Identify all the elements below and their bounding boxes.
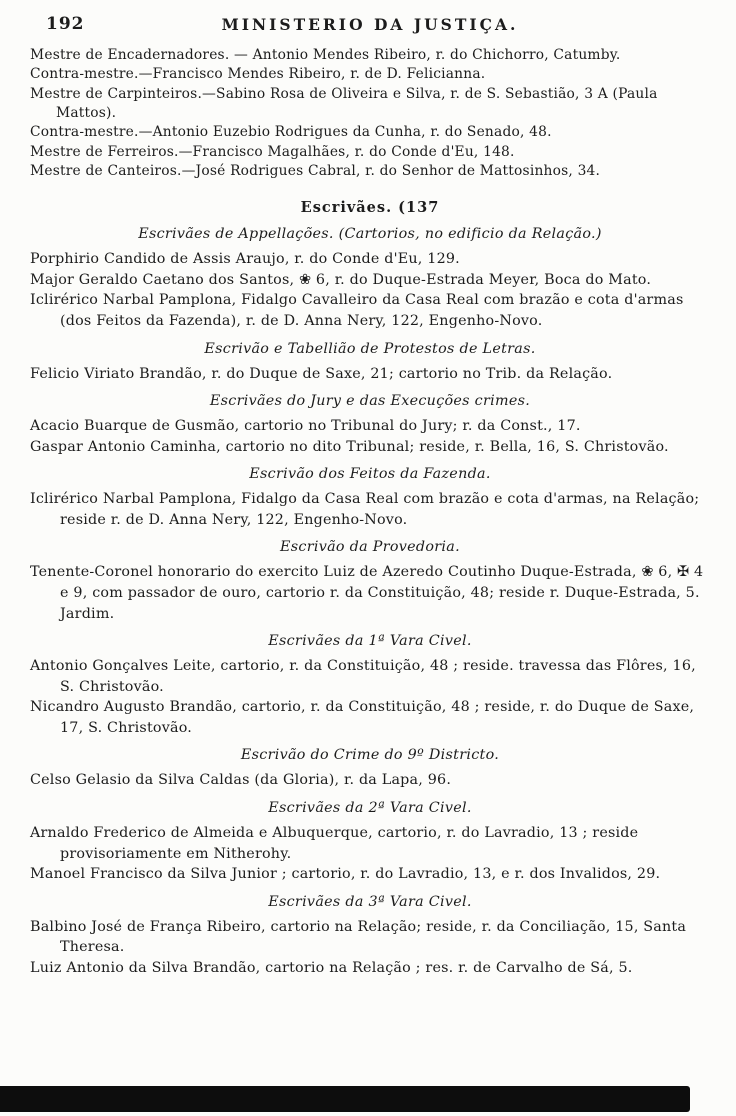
directory-entry: Mestre de Encadernadores. — Antonio Mendes Ribeiro, r. do Chichorro, Catumby. (30, 47, 621, 63)
section-escrivaes-appellacoes (30, 226, 710, 331)
section-jury-execucoes (30, 393, 710, 457)
section-tabelliao-protestos (30, 341, 710, 385)
masters-directory-list (30, 46, 710, 181)
directory-entry: Celso Gelasio da Silva Caldas (da Gloria), r. da Lapa, 96. (30, 772, 452, 789)
directory-entry: Contra-mestre.—Francisco Mendes Ribeiro, r. de D. Felicianna. (30, 66, 486, 83)
directory-entry: Balbino José de França Ribeiro, cartorio na Relação; reside, r. da Conciliação, 15, Santa Theresa. (30, 918, 687, 956)
section-title: Escrivão dos Feitos da Fazenda. (249, 466, 491, 483)
directory-entry: Luiz Antonio da Silva Brandão, cartorio na Relação ; res. r. de Carvalho de Sá, 5. (30, 959, 633, 976)
directory-entry: Major Geraldo Caetano dos Santos, ❀ 6, r. do Duque-Estrada Meyer, Boca do Mato. (30, 271, 652, 288)
section-title: Escrivão da Provedoria. (280, 539, 460, 556)
section-title: Escrivães da 1ª Vara Civel. (268, 633, 472, 650)
section-title: Escrivães da 2ª Vara Civel. (268, 800, 472, 817)
directory-entry: Nicandro Augusto Brandão, cartorio, r. da Constituição, 48 ; reside, r. do Duque de Saxe, 17, S. Christovão. (30, 699, 695, 736)
directory-entry: Gaspar Antonio Caminha, cartorio no dito Tribunal; reside, r. Bella, 16, S. Christovão. (30, 438, 669, 455)
directory-entry: Arnaldo Frederico de Almeida e Albuquerque, cartorio, r. do Lavradio, 13 ; reside provisoriamente em Nitherohy. (30, 825, 639, 862)
scan-artifact-bar (0, 1086, 690, 1112)
directory-entry: Antonio Gonçalves Leite, cartorio, r. da Constituição, 48 ; reside. travessa das Flôres, 16, S. Christovão. (30, 658, 696, 695)
section-title: Escrivães da 3ª Vara Civel. (268, 893, 472, 910)
page-header (30, 14, 710, 40)
directory-entry: Acacio Buarque de Gusmão, cartorio no Tribunal do Jury; r. da Const., 17. (30, 418, 581, 435)
directory-entry: Manoel Francisco da Silva Junior ; cartorio, r. do Lavradio, 13, e r. dos Invalidos, 29. (30, 866, 661, 883)
directory-entry: Tenente-Coronel honorario do exercito Luiz de Azeredo Coutinho Duque-Estrada, ❀ 6, ✠ 4 e 9, com passador de ouro, cartorio r. da Constituição, 48; reside r. Duque-Estrada, 5. Jardim. (30, 564, 704, 622)
directory-entry: Iclirérico Narbal Pamplona, Fidalgo da Casa Real com brazão e cota d'armas, na Relação; reside r. de D. Anna Nery, 122, Engenho-Novo. (30, 491, 700, 528)
section-segunda-vara-civel (30, 800, 710, 885)
page-number: 192 (46, 14, 85, 34)
section-title: Escrivães de Appellações. (Cartorios, no edificio da Relação.) (138, 226, 602, 243)
escrivaes-main-heading: Escrivães. (137 (300, 199, 440, 217)
section-crime-nono-districto (30, 747, 710, 791)
section-terceira-vara-civel (30, 894, 710, 979)
section-title: Escrivães do Jury e das Execuções crimes. (209, 393, 531, 410)
section-feitos-fazenda (30, 466, 710, 530)
section-provedoria (30, 539, 710, 624)
section-primeira-vara-civel (30, 633, 710, 738)
section-title: Escrivão do Crime do 9º Districto. (240, 747, 500, 764)
page-title: MINISTERIO DA JUSTIÇA. (221, 15, 519, 34)
directory-entry: Porphirio Candido de Assis Araujo, r. do Conde d'Eu, 129. (30, 251, 460, 268)
directory-entry: Iclirérico Narbal Pamplona, Fidalgo Cavalleiro da Casa Real com brazão e cota d'armas (dos Feitos da Fazenda), r. de D. Anna Nery, 122, Engenho-Novo. (30, 292, 684, 329)
directory-entry: Contra-mestre.—Antonio Euzebio Rodrigues da Cunha, r. do Senado, 48. (30, 124, 552, 141)
section-title: Escrivão e Tabellião de Protestos de Letras. (204, 340, 536, 357)
directory-entry: Mestre de Canteiros.—José Rodrigues Cabral, r. do Senhor de Mattosinhos, 34. (30, 162, 601, 179)
directory-entry: Mestre de Carpinteiros.—Sabino Rosa de Oliveira e Silva, r. de S. Sebastião, 3 A (Paula Mattos). (30, 85, 658, 121)
directory-entry: Felicio Viriato Brandão, r. do Duque de Saxe, 21; cartorio no Trib. da Relação. (30, 365, 613, 382)
directory-entry: Mestre de Ferreiros.—Francisco Magalhães, r. do Conde d'Eu, 148. (30, 143, 515, 160)
